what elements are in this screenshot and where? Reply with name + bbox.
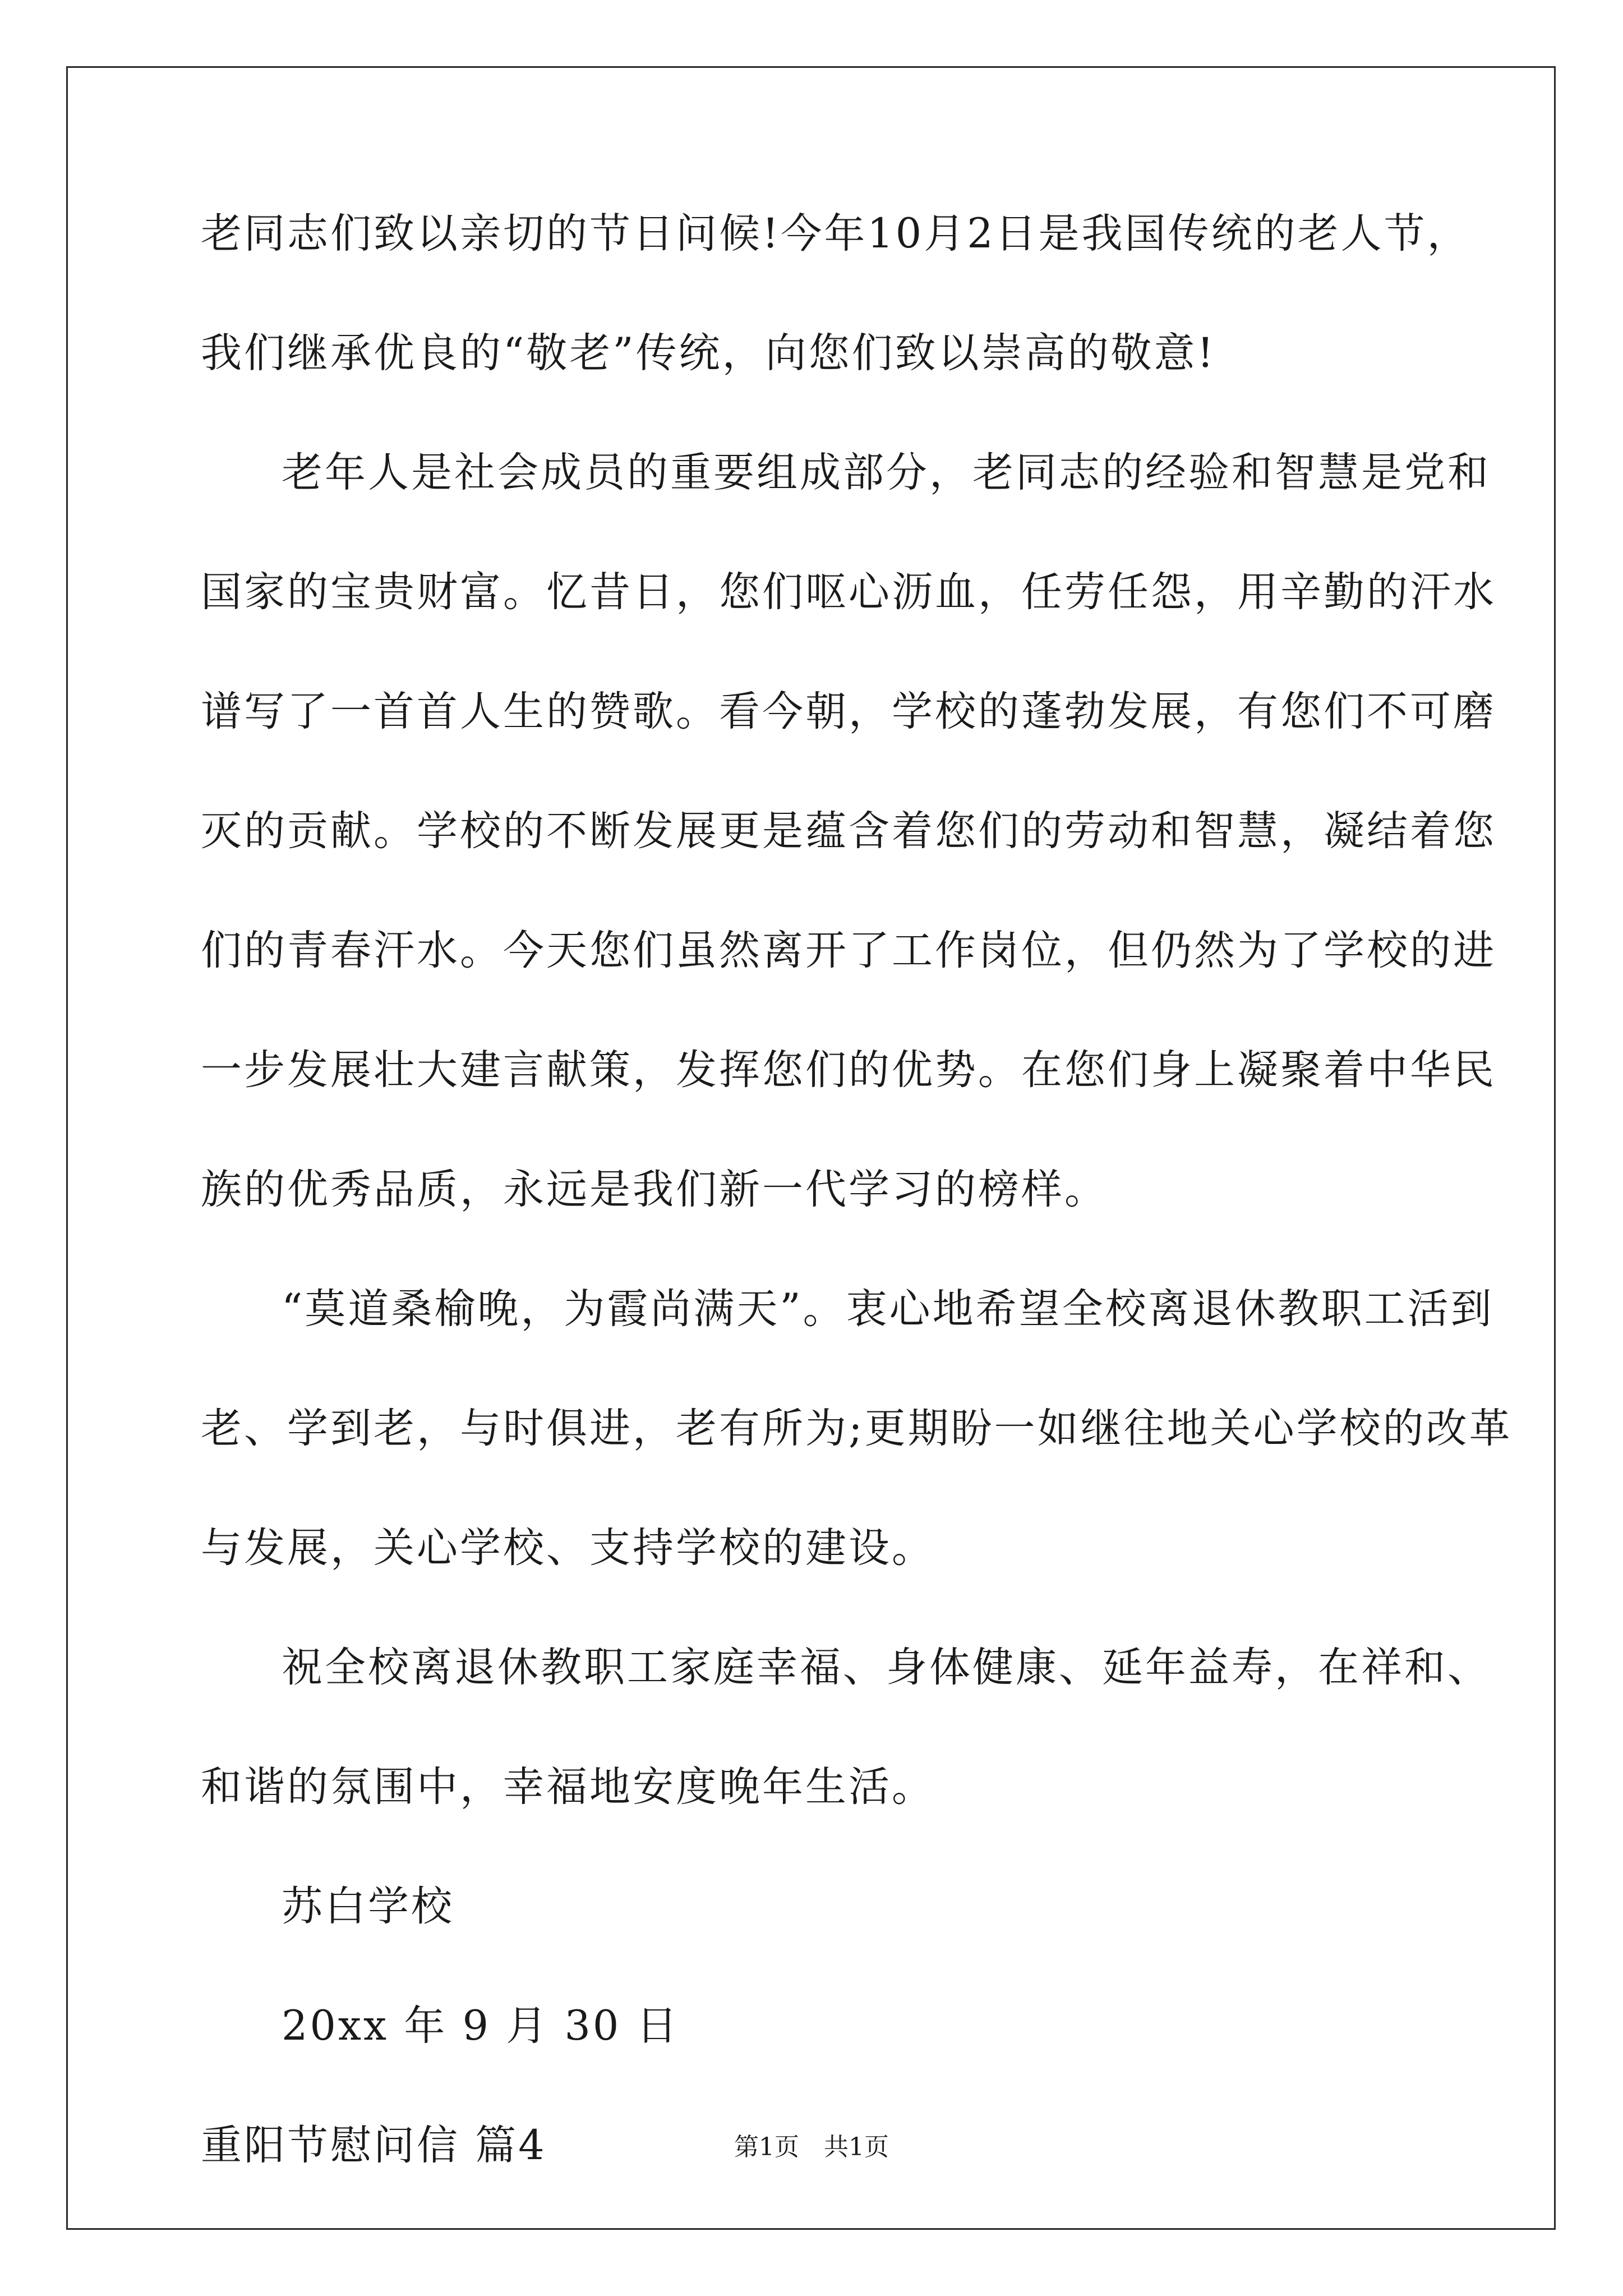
- page-number: 第1页 共1页: [734, 2133, 889, 2161]
- text-line: 们的青春汗水。今天您们虽然离开了工作岗位，但仍然为了学校的进: [201, 927, 1496, 974]
- signature-school: 苏白学校: [282, 1883, 454, 1930]
- text-line: 国家的宝贵财富。忆昔日，您们呕心沥血，任劳任怨，用辛勤的汗水: [201, 568, 1496, 616]
- paragraph-start-line: 祝全校离退休教职工家庭幸福、身体健康、延年益寿，在祥和、: [282, 1644, 1491, 1691]
- section-heading: 重阳节慰问信 篇4: [201, 2122, 547, 2169]
- text-line: 老同志们致以亲切的节日问候!今年10月2日是我国传统的老人节，: [201, 210, 1470, 257]
- paragraph-start-line: “莫道桑榆晚，为霞尚满天”。衷心地希望全校离退休教职工活到: [282, 1285, 1494, 1333]
- text-line: 老、学到老，与时俱进，老有所为;更期盼一如继往地关心学校的改革: [201, 1405, 1513, 1452]
- paragraph-start-line: 老年人是社会成员的重要组成部分，老同志的经验和智慧是党和: [282, 449, 1491, 496]
- text-line: 我们继承优良的“敬老”传统，向您们致以崇高的敬意!: [201, 329, 1216, 377]
- text-line: 一步发展壮大建言献策，发挥您们的优势。在您们身上凝聚着中华民: [201, 1046, 1496, 1094]
- text-line: 灭的贡献。学校的不断发展更是蕴含着您们的劳动和智慧，凝结着您: [201, 807, 1496, 855]
- text-line: 与发展，关心学校、支持学校的建设。: [201, 1524, 935, 1572]
- letter-body: [201, 210, 1513, 2244]
- text-line: 谱写了一首首人生的赞歌。看今朝，学校的蓬勃发展，有您们不可磨: [201, 688, 1496, 735]
- text-line: 族的优秀品质，永远是我们新一代学习的榜样。: [201, 1166, 1108, 1213]
- text-line: 和谐的氛围中，幸福地安度晚年生活。: [201, 1763, 935, 1811]
- signature-date: 20xx 年 9 月 30 日: [282, 2002, 680, 2050]
